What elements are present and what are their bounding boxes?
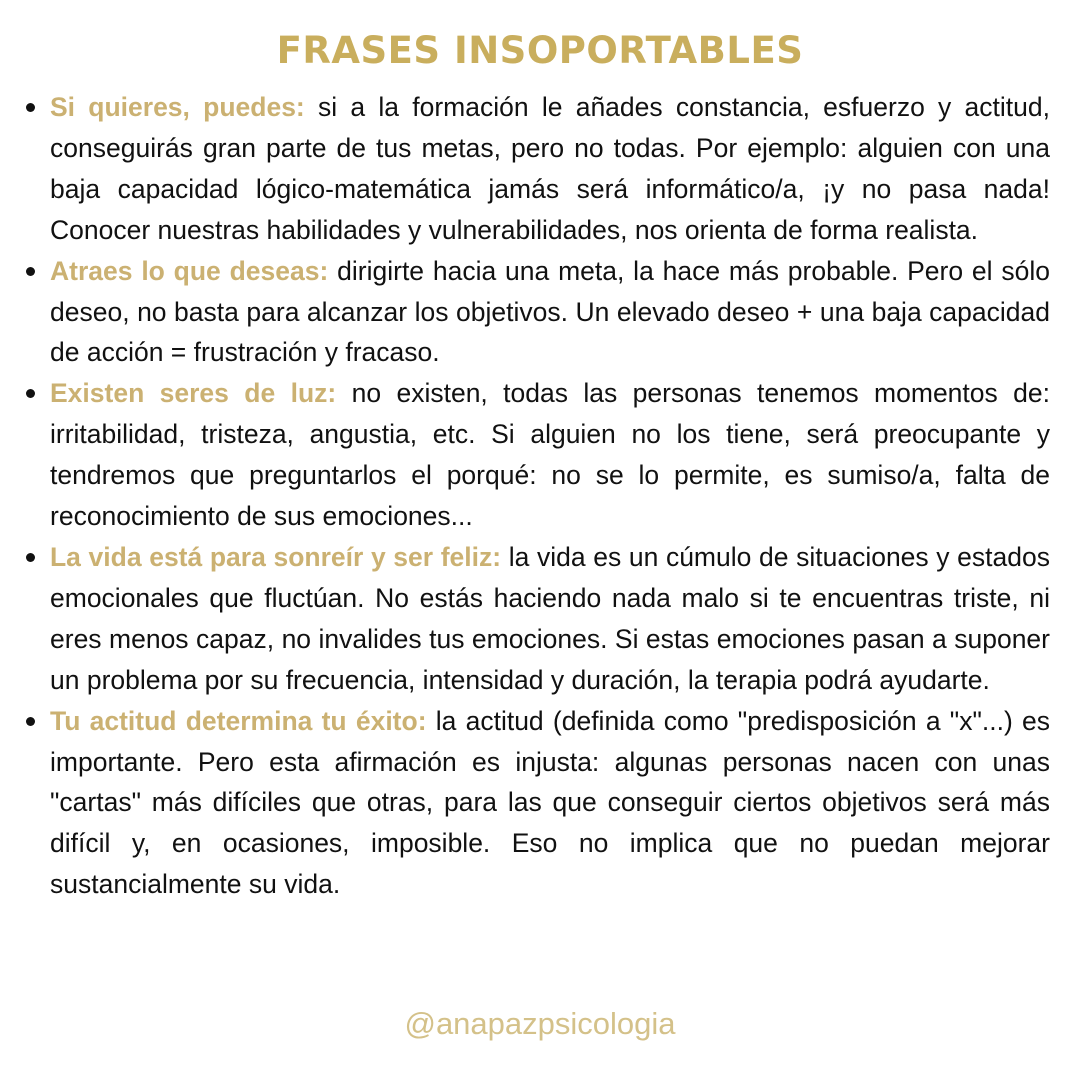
list-item xyxy=(50,251,1050,374)
phrase-lead: Tu actitud determina tu éxito: xyxy=(50,705,427,736)
phrase-text: la vida es un cúmulo de situaciones y estados emocionales que fluctúan. No estás haciendo nada malo si te encuentras triste, ni eres menos capaz, no invalides tus emociones. Si estas emociones pasan a suponer un problema por su frecuencia, intensidad y duración, la terapia podrá ayudarte. xyxy=(50,541,1050,695)
phrase-text: la actitud (definida como "predisposición a "x"...) es importante. Pero esta afirmación es injusta: algunas personas nacen con unas "cartas" más difíciles que otras, para las que conseguir ciertos objetivos será más difícil y, en ocasiones, imposible. Eso no implica que no puedan mejorar sustancialmente su vida. xyxy=(50,705,1050,900)
page-title: FRASES INSOPORTABLES xyxy=(276,29,804,72)
bullet-icon xyxy=(26,267,35,276)
phrase-lead: Atraes lo que deseas: xyxy=(50,255,329,286)
list-item xyxy=(50,87,1050,251)
phrases-list xyxy=(50,87,1050,905)
bullet-icon xyxy=(26,717,35,726)
phrase-lead: La vida está para sonreír y ser feliz: xyxy=(50,541,502,572)
bullet-icon xyxy=(26,553,35,562)
phrase-text: dirigirte hacia una meta, la hace más probable. Pero el sólo deseo, no basta para alcanzar los objetivos. Un elevado deseo + una baja capacidad de acción = frustración y fracaso. xyxy=(50,255,1050,368)
author-handle: @anapazpsicologia xyxy=(404,1006,676,1041)
phrase-lead: Existen seres de luz: xyxy=(50,378,337,409)
list-item xyxy=(50,701,1050,906)
phrase-text: si a la formación le añades constancia, esfuerzo y actitud, conseguirás gran parte de tus metas, pero no todas. Por ejemplo: alguien con una baja capacidad lógico-matemática jamás será informático/a, ¡y no pasa nada! Conocer nuestras habilidades y vulnerabilidades, nos orienta de forma realista. xyxy=(50,92,1050,245)
bullet-icon xyxy=(26,103,35,112)
bullet-icon xyxy=(26,389,35,398)
list-item xyxy=(50,537,1050,701)
phrase-lead: Si quieres, puedes: xyxy=(50,92,305,122)
list-item xyxy=(50,373,1050,537)
phrase-text: no existen, todas las personas tenemos momentos de: irritabilidad, tristeza, angustia, etc. Si alguien no los tiene, será preocupante y tendremos que preguntarlos el porqué: no se lo permite, es sumiso/a, falta de reconocimiento de sus emociones... xyxy=(50,378,1050,532)
